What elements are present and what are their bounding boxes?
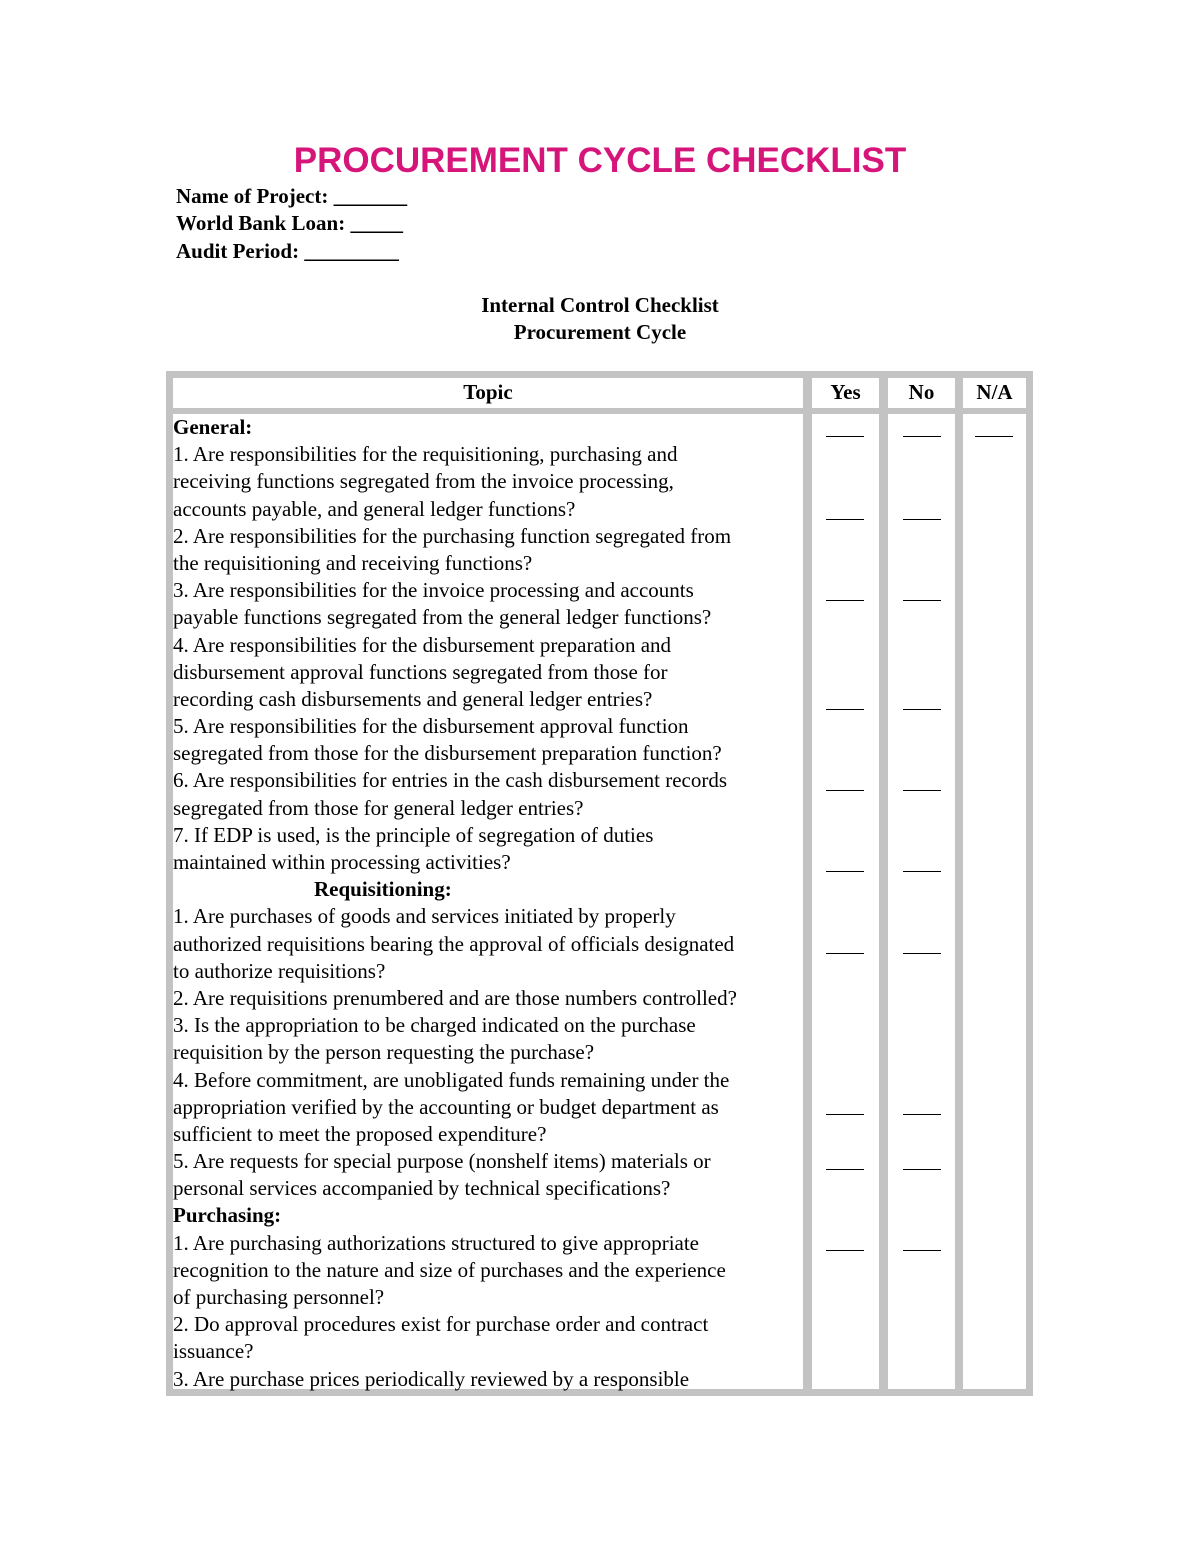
checklist-line: maintained within processing activities? xyxy=(173,850,511,874)
project-name-field xyxy=(176,182,407,210)
no-answer-blank[interactable] xyxy=(903,1169,941,1170)
yes-answer-blank[interactable] xyxy=(826,1169,864,1170)
page-title: PROCUREMENT CYCLE CHECKLIST xyxy=(293,141,907,180)
checklist-line: recording cash disbursements and general ledger entries? xyxy=(173,686,653,711)
checklist-line: the requisitioning and receiving functions? xyxy=(173,550,533,575)
no-answer-blank[interactable] xyxy=(903,1250,941,1251)
col-header-na: N/A xyxy=(963,378,1026,408)
no-answer-blank[interactable] xyxy=(903,709,941,710)
checklist-line: 3. Are responsibilities for the invoice processing and accounts xyxy=(173,578,694,603)
checklist-line: 3. Are purchase prices periodically reviewed by a responsible xyxy=(173,1366,690,1391)
checklist-line: segregated from those for the disbursement preparation function? xyxy=(173,741,722,766)
na-column xyxy=(963,414,1026,1389)
checklist-line: personal services accompanied by technical specifications? xyxy=(173,1176,671,1201)
checklist-line: appropriation verified by the accounting or budget department as xyxy=(173,1094,719,1119)
checklist-line: issuance? xyxy=(173,1339,254,1364)
section-heading: Purchasing: xyxy=(173,1203,282,1228)
yes-answer-blank[interactable] xyxy=(826,709,864,710)
checklist-line: 1. Are purchasing authorizations structured to give appropriate xyxy=(173,1230,700,1255)
yes-answer-blank[interactable] xyxy=(826,953,864,954)
loan-blank: _____ xyxy=(350,211,403,235)
checklist-table xyxy=(166,371,1033,1396)
yes-answer-blank[interactable] xyxy=(826,519,864,520)
checklist-line: recognition to the nature and size of purchases and the experience xyxy=(173,1257,726,1282)
project-name-blank: _______ xyxy=(333,184,408,208)
checklist-line: disbursement approval functions segregated from those for xyxy=(173,659,668,684)
checklist-line: of purchasing personnel? xyxy=(173,1285,385,1309)
checklist-line: 1. Are responsibilities for the requisitioning, purchasing and xyxy=(173,442,678,467)
loan-field xyxy=(176,209,403,237)
checklist-line: accounts payable, and general ledger functions? xyxy=(173,496,576,521)
checklist-line: 4. Are responsibilities for the disbursement preparation and xyxy=(173,632,672,657)
audit-period-field xyxy=(176,237,399,265)
yes-answer-blank[interactable] xyxy=(826,871,864,872)
checklist-line: requisition by the person requesting the purchase? xyxy=(173,1040,595,1065)
checklist-line: 5. Are requests for special purpose (nonshelf items) materials or xyxy=(173,1149,711,1174)
checklist-line: segregated from those for general ledger entries? xyxy=(173,795,584,820)
no-column xyxy=(888,414,955,1389)
col-header-yes: Yes xyxy=(812,378,879,408)
checklist-line: 2. Do approval procedures exist for purchase order and contract xyxy=(173,1312,709,1337)
no-answer-blank[interactable] xyxy=(903,790,941,791)
col-header-no: No xyxy=(888,378,955,408)
loan-label: World Bank Loan: xyxy=(176,211,346,235)
checklist-line: 2. Are responsibilities for the purchasing function segregated from xyxy=(173,523,732,548)
checklist-line: receiving functions segregated from the invoice processing, xyxy=(173,469,674,494)
section-heading: Requisitioning: xyxy=(314,877,452,902)
yes-answer-blank[interactable] xyxy=(826,790,864,791)
checklist-line: to authorize requisitions? xyxy=(173,958,386,983)
checklist-line: 5. Are responsibilities for the disbursement approval function xyxy=(173,714,689,739)
yes-answer-blank[interactable] xyxy=(826,1250,864,1251)
checklist-line: 6. Are responsibilities for entries in the cash disbursement records xyxy=(173,768,728,793)
no-answer-blank[interactable] xyxy=(903,871,941,872)
yes-answer-blank[interactable] xyxy=(826,436,864,437)
yes-answer-blank[interactable] xyxy=(826,600,864,601)
no-answer-blank[interactable] xyxy=(903,436,941,437)
checklist-line: 1. Are purchases of goods and services initiated by properly xyxy=(173,904,676,929)
yes-column xyxy=(812,414,879,1389)
col-header-topic: Topic xyxy=(173,378,803,408)
audit-period-label: Audit Period: xyxy=(176,239,300,263)
project-name-label: Name of Project: xyxy=(176,184,329,208)
section-heading: General: xyxy=(173,415,253,439)
checklist-line: authorized requisitions bearing the approval of officials designated xyxy=(173,931,735,956)
checklist-line: 3. Is the appropriation to be charged indicated on the purchase xyxy=(173,1013,696,1038)
checklist-line: sufficient to meet the proposed expenditure? xyxy=(173,1121,547,1146)
no-answer-blank[interactable] xyxy=(903,519,941,520)
checklist-line: payable functions segregated from the general ledger functions? xyxy=(173,605,712,630)
checklist-line: 7. If EDP is used, is the principle of segregation of duties xyxy=(173,822,654,847)
yes-answer-blank[interactable] xyxy=(826,1114,864,1115)
na-answer-blank[interactable] xyxy=(975,436,1013,437)
no-answer-blank[interactable] xyxy=(903,1114,941,1115)
checklist-line: 4. Before commitment, are unobligated funds remaining under the xyxy=(173,1067,730,1092)
subtitle-line-2: Procurement Cycle xyxy=(513,320,687,344)
no-answer-blank[interactable] xyxy=(903,600,941,601)
subtitle-line-1: Internal Control Checklist xyxy=(481,293,719,317)
checklist-line: 2. Are requisitions prenumbered and are those numbers controlled? xyxy=(173,985,737,1010)
audit-period-blank: _________ xyxy=(304,239,399,263)
topic-cell xyxy=(173,414,803,1389)
no-answer-blank[interactable] xyxy=(903,953,941,954)
